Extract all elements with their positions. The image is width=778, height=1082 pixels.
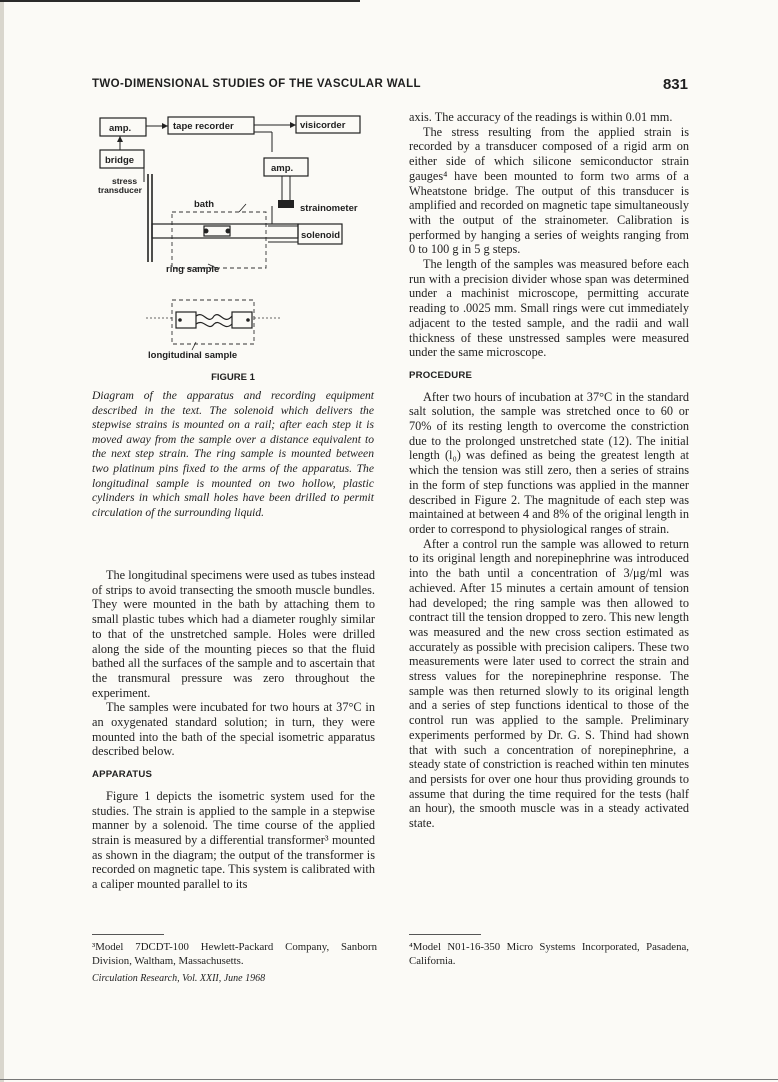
tape-recorder-label: tape recorder: [173, 121, 234, 132]
visicorder-label: visicorder: [300, 120, 346, 131]
right-column: [409, 110, 689, 831]
running-title: TWO-DIMENSIONAL STUDIES OF THE VASCULAR WALL: [92, 78, 421, 90]
bath-label: bath: [194, 199, 215, 210]
figure-caption: Diagram of the apparatus and recording equipment described in the text. The solenoid which delivers the stepwise strains is mounted on a rail; after each step it is moved away from the sample over a distance equivalent to the next step strain. The ring sample is mounted between two platinum pins fixed to the arms of the apparatus. The longitudinal sample is mounted on two hollow, plastic cylinders in which small holes have been drilled to permit circulation of the surrounding liquid.: [92, 389, 374, 519]
page-header: [92, 76, 688, 96]
paragraph: axis. The accuracy of the readings is within 0.01 mm.: [409, 110, 673, 124]
amp-right-label: amp.: [271, 163, 294, 174]
section-heading-procedure: PROCEDURE: [409, 369, 473, 381]
paragraph: The longitudinal specimens were used as tubes instead of strips to avoid transecting the smooth muscle bundles. They were mounted in the bath by attaching them to small plastic tubes which had a diameter roughly similar to that of the unstretched sample. Holes were drilled along the side of the mounting pieces so that the fluid bathed all the surfaces of the sample and to ascertain that the transmural pressure was zero throughout the experiment.: [92, 568, 375, 700]
footnote-rule-right: [409, 934, 481, 935]
bridge-label: bridge: [105, 155, 135, 166]
bath-outline: [172, 212, 266, 268]
scan-left-edge: [0, 0, 4, 1082]
footnote-left: ³Model 7DCDT-100 Hewlett-Packard Company, Sanborn Division, Waltham, Massachusetts.: [92, 941, 377, 967]
footnote-right: ⁴Model N01-16-350 Micro Systems Incorporated, Pasadena, California.: [409, 941, 689, 967]
ring-sample-label: ring sample: [166, 264, 220, 275]
longitudinal-sample-label: longitudinal sample: [148, 350, 238, 361]
section-heading-apparatus: APPARATUS: [92, 769, 153, 781]
paragraph: The samples were incubated for two hours at 37°C in an oxygenated standard solution; in turn, they were mounted into the bath of the special isometric apparatus described below.: [92, 700, 375, 759]
page-number: 831: [662, 76, 688, 93]
paragraph: The stress resulting from the applied strain is recorded by a transducer composed of a rigid arm on either side of which silicone semiconductor strain gauges⁴ have been mounted to form two arms of a Wheatstone bridge. The output of this transducer is amplified and recorded on magnetic tape simultaneously with the output of the strainometer. Calibration is performed by hanging a series of weights ranging from 0 to 100 g in 5 g steps.: [409, 124, 689, 257]
figure-1-diagram: [96, 112, 384, 362]
amp-left-label: amp.: [109, 123, 132, 134]
longitudinal-bath-outline: [172, 300, 254, 344]
journal-citation: Circulation Research, Vol. XXII, June 1968: [92, 973, 266, 984]
solenoid-label: solenoid: [301, 230, 341, 241]
paragraph: After two hours of incubation at 37°C in the standard salt solution, the sample was stretched once to 60 or 70% of its resting length to overcome the constriction due to the prolonged unstretched state (12). The initial length (l₀) was defined as being the greatest length at which the tension was still zero, then a series of strains in the form of step functions was applied in the manner described in Figure 2. The magnitude of each step was maintained at between 4 and 8% of the original length in order to correspond to physiological ranges of strain.: [409, 389, 689, 536]
figure-label: FIGURE 1: [211, 372, 255, 383]
transducer-label: transducer: [98, 185, 142, 195]
paragraph: Figure 1 depicts the isometric system used for the studies. The strain is applied to the sample in a stepwise manner by a solenoid. The time course of the applied strain is measured by a differential transformer³ mounted as shown in the diagram; the output of the transformer is recorded on magnetic tape. This system is calibrated with a caliper mounted parallel to its: [92, 788, 375, 892]
scan-top-rule: [0, 0, 360, 2]
scan-bottom-rule: [0, 1079, 778, 1080]
strainometer-label: strainometer: [300, 203, 358, 214]
footnote-rule-left: [92, 934, 164, 935]
stress-label: stress: [112, 176, 138, 186]
left-column: [92, 568, 375, 892]
paragraph: The length of the samples was measured before each run with a precision divider whose span was determined under a machinist microscope, permitting accurate reading to .0025 mm. Small rings were cut immediately adjacent to the tested sample, and the radii and wall thickness of these unstressed samples were measured under the same microscope.: [409, 257, 689, 360]
paragraph: After a control run the sample was allowed to return to its original length and norepinephrine was introduced into the bath until a concentration of 3/μg/ml was achieved. After 15 minutes a certain amount of tension had developed; the ring sample was then allowed to contract till the tension dropped to zero. This new length was measured and the new cross section estimated as accurately as possible with precision calipers. These two measurements were later used to correct the strain and stress values for the norepinephrine response. The sample was then returned slowly to its original length and a series of step functions identical to those of the control run was applied to the sample. Preliminary experiments performed by Dr. G. S. Thind had shown that with such a concentration of norepinephrine, a steady state of constriction is reached within ten minutes and persists for over one hour thus providing grounds to assume that during the time required for the tests (half an hour), the smooth muscle was in a steady activated state.: [409, 536, 689, 831]
